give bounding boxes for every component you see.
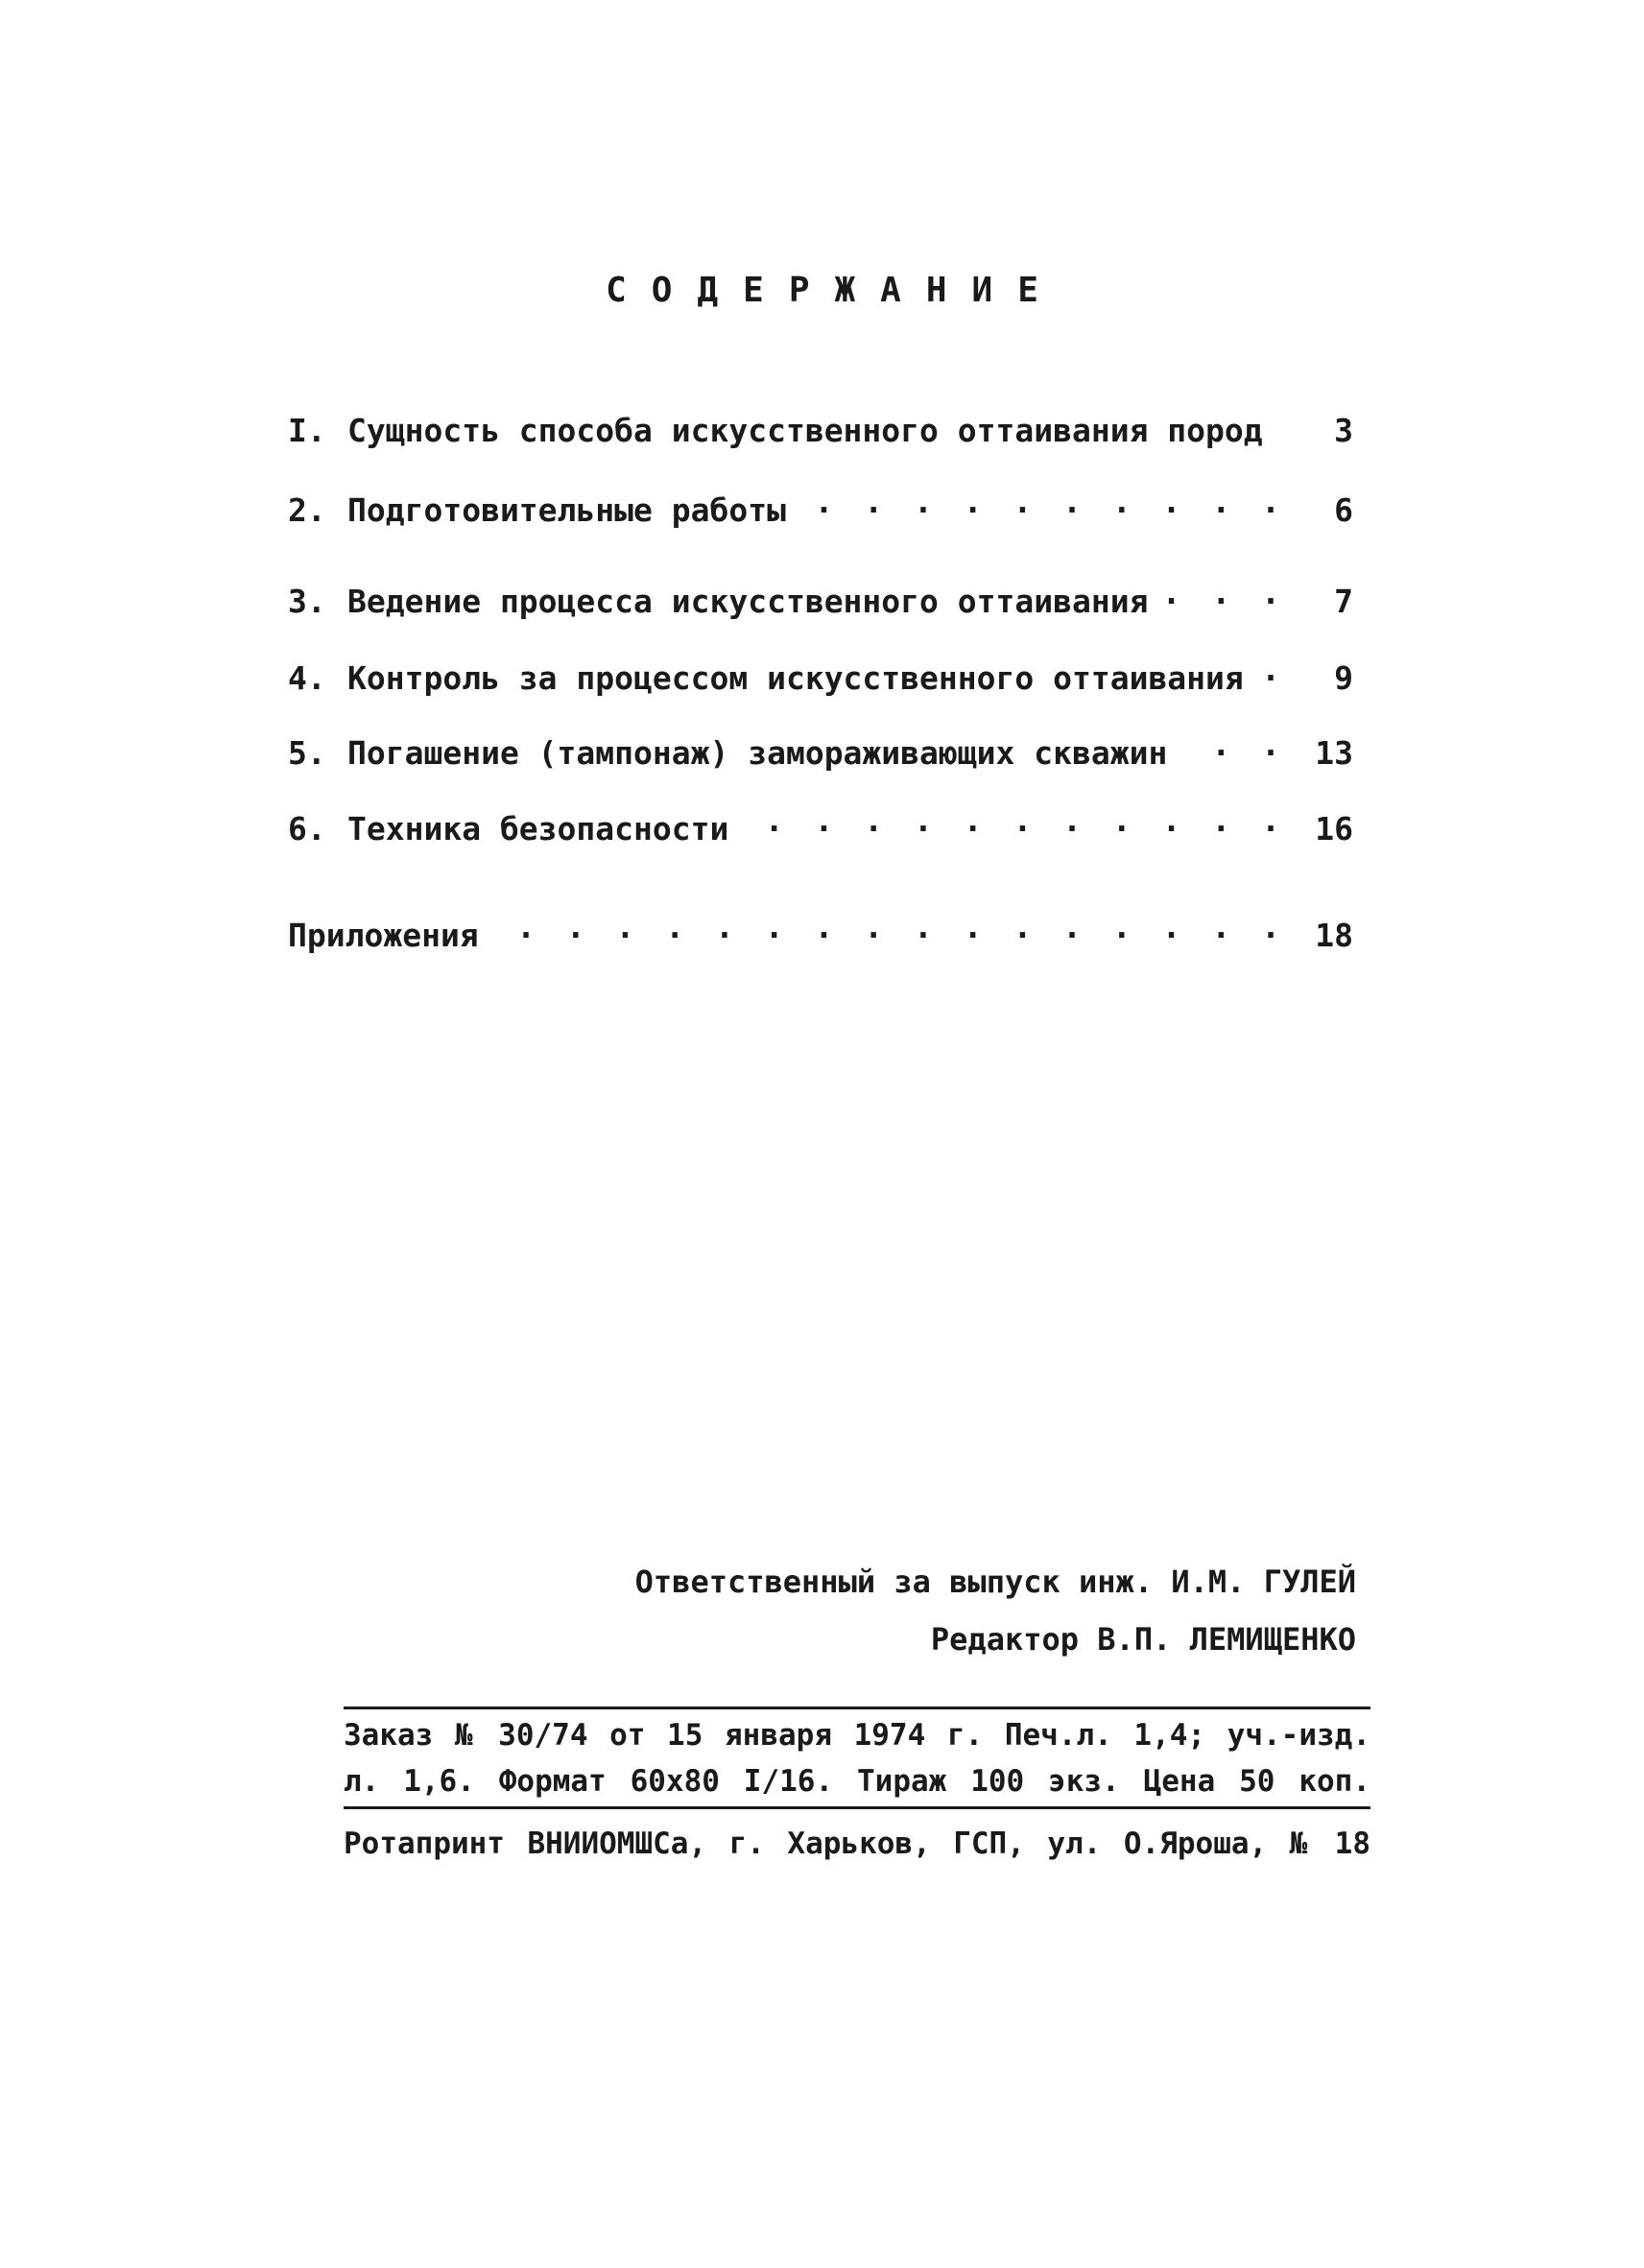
- toc-leader-dots: [1161, 574, 1286, 612]
- toc-entry-title: Сущность способа искусственного оттаивания пород: [347, 412, 1263, 449]
- toc-entry-5: [288, 726, 1353, 772]
- editor-name: Редактор В.П. ЛЕМИЩЕНКО: [930, 1621, 1356, 1658]
- toc-leader-dots: [1257, 651, 1286, 689]
- toc-entry-title: Ведение процесса искусственного оттаивания: [347, 583, 1149, 620]
- toc-leader-dots: [1180, 726, 1286, 764]
- toc-entry-6: [288, 801, 1353, 848]
- toc-entry-number: 5.: [288, 734, 326, 772]
- toc-entry-number: 6.: [288, 810, 326, 848]
- toc-entry-1: [288, 403, 1353, 449]
- toc-entry-appendices: [288, 908, 1353, 954]
- toc-entry-page: 3: [1334, 412, 1353, 449]
- imprint-middle-rule: [344, 1806, 1370, 1809]
- toc-entry-page: 7: [1334, 583, 1353, 620]
- toc-leader-dots: [742, 801, 1286, 840]
- imprint-top-rule: [344, 1707, 1370, 1709]
- responsible-person: Ответственный за выпуск инж. И.М. ГУЛЕЙ: [634, 1564, 1356, 1600]
- toc-entry-3: [288, 574, 1353, 620]
- toc-entry-page: 9: [1334, 659, 1353, 697]
- toc-entry-title: Погашение (тампонаж) замораживающих скважин: [347, 734, 1168, 772]
- imprint-format-line: л. 1,6. Формат 60х80 I/16. Тираж 100 экз. Цена 50 коп.: [344, 1764, 1370, 1799]
- toc-entry-title: Контроль за процессом искусственного оттаивания: [347, 659, 1244, 697]
- toc-entry-2: [288, 483, 1353, 529]
- credits-block: [635, 1553, 1356, 1668]
- toc-entry-page: 6: [1334, 491, 1353, 529]
- toc-entry-number: 3.: [288, 583, 326, 620]
- toc-entry-number: 2.: [288, 491, 326, 529]
- toc-entry-title: Приложения: [288, 917, 479, 954]
- toc-entry-title: Подготовительные работы: [347, 491, 786, 529]
- toc-entry-page: 16: [1315, 810, 1353, 848]
- toc-entry-title: Техника безопасности: [347, 810, 729, 848]
- toc-entry-page: 18: [1315, 917, 1353, 954]
- toc-entry-4: [288, 651, 1353, 697]
- toc-entry-number: I.: [288, 412, 326, 449]
- page-title: СОДЕРЖАНИЕ: [606, 271, 1063, 310]
- toc-entry-number: 4.: [288, 659, 326, 697]
- toc-entry-page: 13: [1315, 734, 1353, 772]
- toc-leader-dots: [492, 908, 1286, 946]
- toc-leader-dots: [1276, 403, 1286, 442]
- toc-leader-dots: [799, 483, 1286, 521]
- imprint-order-line: Заказ № 30/74 от 15 января 1974 г. Печ.л. 1,4; уч.-изд.: [344, 1718, 1370, 1753]
- imprint-printer-line: Ротапринт ВНИИОМШСа, г. Харьков, ГСП, ул. О.Яроша, № 18: [344, 1826, 1370, 1861]
